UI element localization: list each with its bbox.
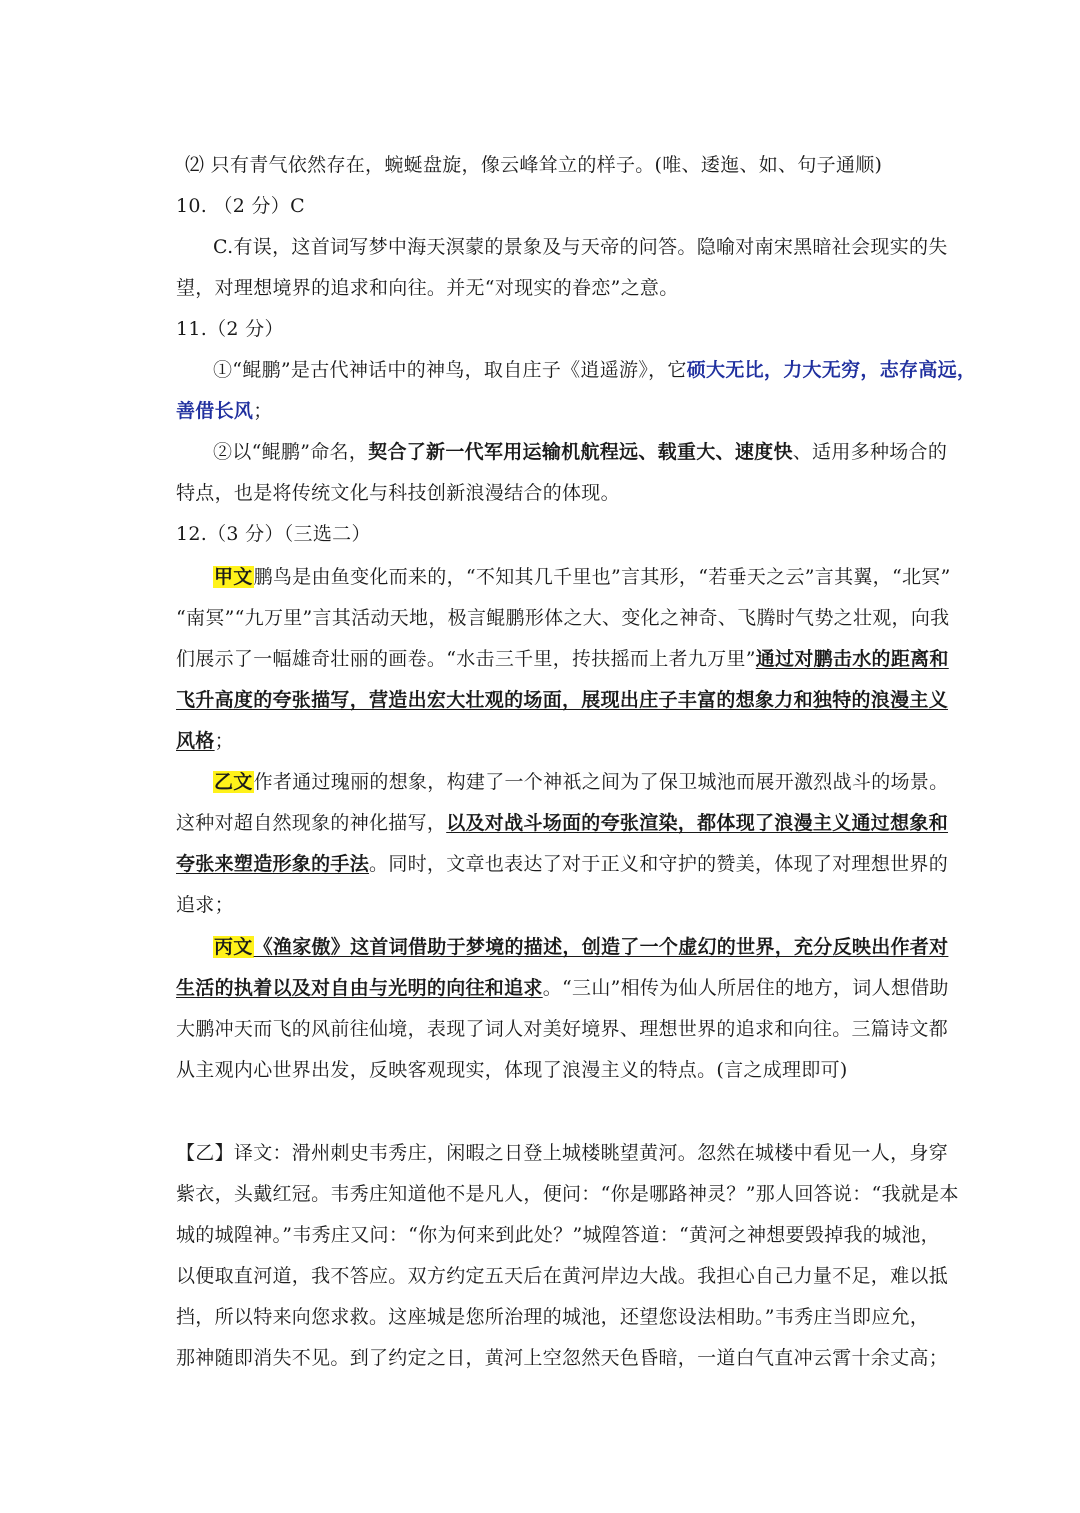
bing-underlined-2: 生活的执着以及对自由与光明的向往和追求 bbox=[176, 977, 543, 999]
answer-11-p2-text: ②以“鲲鹏”命名， bbox=[213, 441, 369, 463]
answer-11-point-2 bbox=[213, 439, 948, 465]
jia-end: ； bbox=[214, 730, 234, 752]
answer-12-header: 12.（3 分）（三选二） bbox=[176, 523, 371, 545]
answer-11-point-2-cont: 特点，也是将传统文化与科技创新浪漫结合的体现。 bbox=[176, 482, 620, 504]
jia-label: 甲文 bbox=[214, 566, 253, 588]
jia-underlined-3: 通过对鹏击水的距离和 bbox=[755, 648, 949, 670]
answer-12-yi-line-2 bbox=[176, 810, 949, 836]
answer-11-header: 11.（2 分） bbox=[176, 318, 284, 340]
yi-text-1: 作者通过瑰丽的想象，构建了一个神祇之间为了保卫城池而展开激烈战斗的场景。 bbox=[253, 771, 949, 793]
answer-12-yi-line-4: 追求； bbox=[176, 894, 234, 916]
answer-12-yi-line-1 bbox=[213, 769, 949, 795]
answer-10-line-1: C.有误，这首词写梦中海天溟蒙的景象及与天帝的问答。隐喻对南宋黑暗社会现实的失 bbox=[213, 236, 948, 258]
jia-text-3: 们展示了一幅雄奇壮丽的画卷。“水击三千里，抟扶摇而上者九万里” bbox=[176, 648, 756, 670]
answer-12-bing-line-3: 大鹏冲天而飞的风前往仙境，表现了词人对美好境界、理想世界的追求和向往。三篇诗文都 bbox=[176, 1018, 949, 1040]
translation-line-4: 以便取直河道，我不答应。双方约定五天后在黄河岸边大战。我担心自己力量不足，难以抵 bbox=[176, 1265, 949, 1287]
answer-11-p2-keywords: 契合了新一代军用运输机航程远、载重大、速度快 bbox=[368, 441, 793, 463]
answer-11-p1-text: ①“鲲鹏”是古代神话中的神鸟，取自庄子《逍遥游》，它 bbox=[213, 359, 687, 381]
translation-line-3: 城的城隍神。”韦秀庄又问：“你为何来到此处？”城隍答道：“黄河之神想要毁掉我的城池， bbox=[176, 1224, 940, 1246]
jia-underlined-4: 飞升高度的夸张描写，营造出宏大壮观的场面，展现出庄子丰富的想象力和独特的浪漫主义 bbox=[176, 689, 949, 711]
jia-underlined-5: 风格 bbox=[176, 730, 215, 752]
yi-label: 乙文 bbox=[214, 771, 253, 793]
answer-11-p2-rest: 、适用多种场合的 bbox=[792, 441, 948, 463]
yi-text-3: 。同时，文章也表达了对于正义和守护的赞美，体现了对理想世界的 bbox=[369, 853, 949, 875]
translation-line-6: 那神随即消失不见。到了约定之日，黄河上空忽然天色昏暗，一道白气直冲云霄十余丈高； bbox=[176, 1347, 949, 1369]
answer-12-bing-line-4: 从主观内心世界出发，反映客观现实，体现了浪漫主义的特点。(言之成理即可) bbox=[176, 1059, 848, 1081]
bing-underlined-1: 《渔家傲》这首词借助于梦境的描述，创造了一个虚幻的世界，充分反映出作者对 bbox=[253, 936, 949, 958]
yi-underlined-3: 夸张来塑造形象的手法 bbox=[176, 853, 370, 875]
answer-12-bing-line-2 bbox=[176, 975, 949, 1001]
answer-11-p1-keywords-2: 善借长风 bbox=[176, 400, 254, 422]
yi-text-2: 这种对超自然现象的神化描写， bbox=[176, 812, 447, 834]
answer-9-part-2: ⑵ 只有青气依然存在，蜿蜒盘旋，像云峰耸立的样子。(唯、逶迤、如、句子通顺) bbox=[185, 154, 883, 176]
answer-10-line-2: 望，对理想境界的追求和向往。并无“对现实的眷恋”之意。 bbox=[176, 277, 679, 299]
jia-text-1: 鹏鸟是由鱼变化而来的，“不知其几千里也”言其形，“若垂天之云”言其翼，“北冥” bbox=[253, 566, 951, 588]
translation-line-1: 【乙】译文：滑州刺史韦秀庄，闲暇之日登上城楼眺望黄河。忽然在城楼中看见一人，身穿 bbox=[176, 1142, 949, 1164]
translation-line-2: 紫衣，头戴红冠。韦秀庄知道他不是凡人，便问：“你是哪路神灵？”那人回答说：“我就是本 bbox=[176, 1183, 959, 1205]
bing-text-2: 。“三山”相传为仙人所居住的地方，词人想借助 bbox=[542, 977, 949, 999]
answer-12-yi-line-3 bbox=[176, 851, 949, 877]
answer-11-p1-keywords: 硕大无比，力大无穷，志存高远， bbox=[686, 359, 977, 381]
answer-11-point-1-cont bbox=[176, 398, 916, 424]
answer-10-header: 10. （2 分）C bbox=[176, 195, 305, 217]
yi-underlined-2: 以及对战斗场面的夸张渲染，都体现了浪漫主义通过想象和 bbox=[446, 812, 949, 834]
translation-line-5: 挡，所以特来向您求救。这座城是您所治理的城池，还望您设法相助。”韦秀庄当即应允， bbox=[176, 1306, 930, 1328]
answer-11-p1-end: ； bbox=[253, 400, 273, 422]
answer-11-point-1 bbox=[213, 357, 977, 383]
answer-12-jia-line-3 bbox=[176, 646, 949, 672]
answer-12-jia-line-5 bbox=[176, 728, 916, 754]
answer-12-jia-line-2: “南冥”“九万里”言其活动天地，极言鲲鹏形体之大、变化之神奇、飞腾时气势之壮观，向我 bbox=[176, 607, 950, 629]
answer-12-bing-line-1 bbox=[213, 934, 949, 960]
bing-label: 丙文 bbox=[214, 936, 253, 958]
answer-12-jia-line-4 bbox=[176, 687, 949, 713]
answer-12-jia-line-1 bbox=[213, 564, 951, 590]
